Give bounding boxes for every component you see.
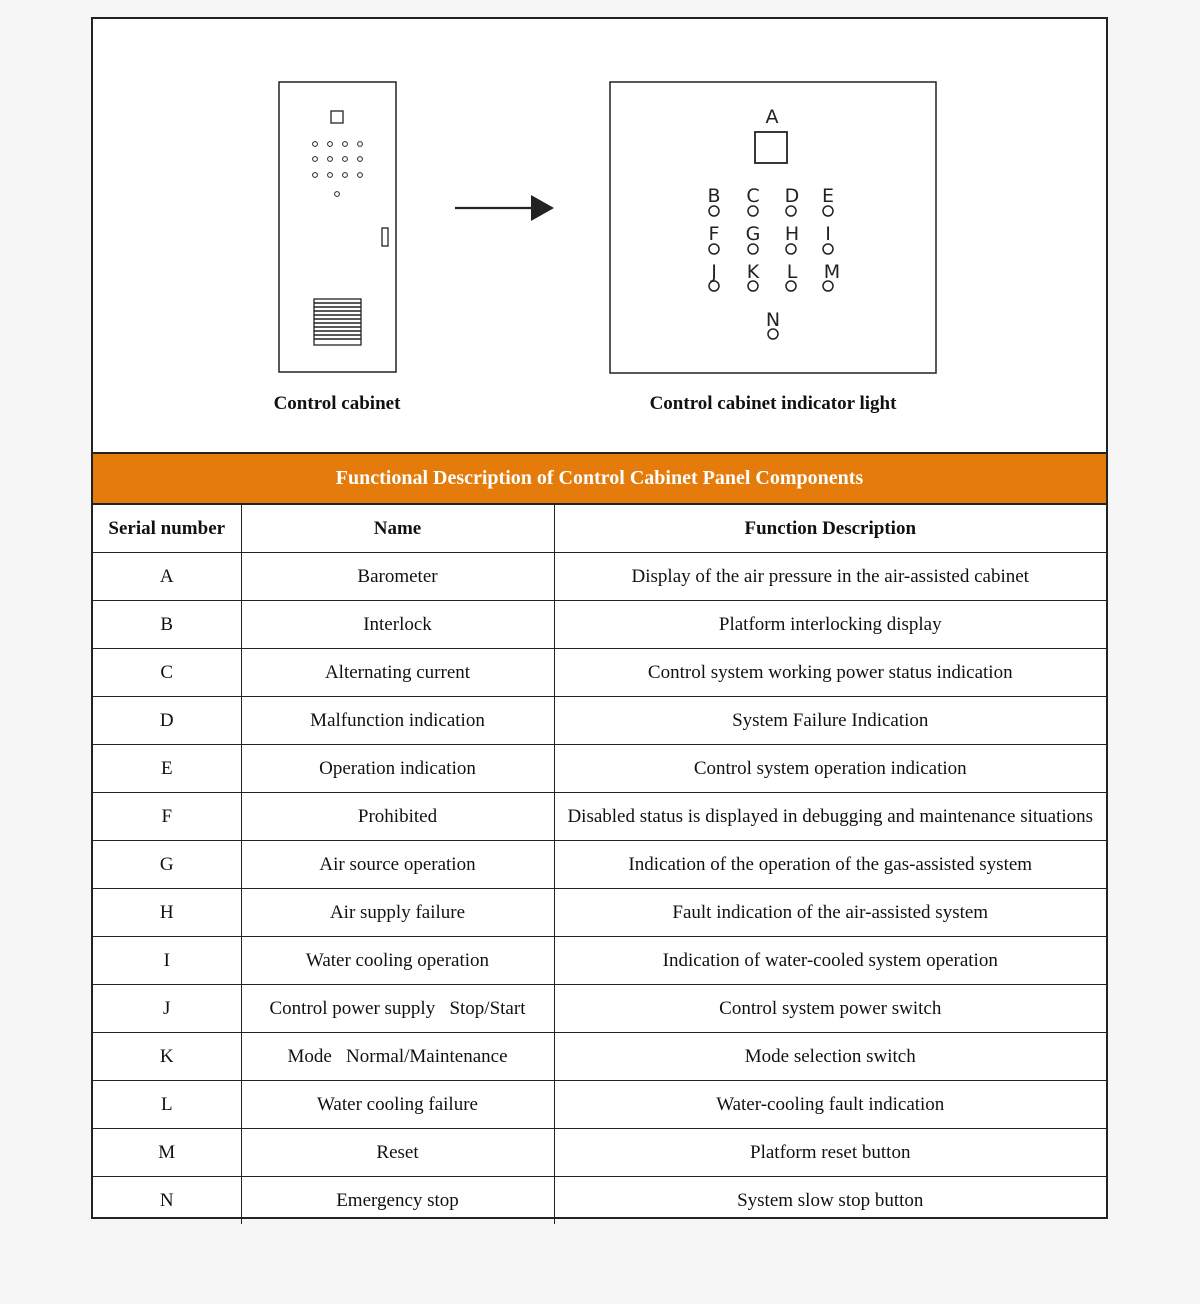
table-title-bar [93,452,1106,505]
cell-name: Water cooling operation [241,937,554,985]
cell-description: Control system working power status indication [554,649,1106,697]
header-name: Name [241,505,554,553]
cell-name: Alternating current [241,649,554,697]
cell-serial: K [93,1033,241,1081]
cell-description: Control system power switch [554,985,1106,1033]
cell-serial: E [93,745,241,793]
table-row [93,745,1106,793]
component-table [93,505,1106,1224]
cell-serial: A [93,553,241,601]
table-row [93,841,1106,889]
table-row [93,793,1106,841]
table-title: Functional Description of Control Cabinet Panel Components [335,467,864,489]
cell-serial: D [93,697,241,745]
cell-description: Water-cooling fault indication [554,1081,1106,1129]
cell-serial: N [93,1177,241,1225]
lamp-label-f: F [708,223,720,245]
cell-serial: M [93,1129,241,1177]
cell-description: System Failure Indication [554,697,1106,745]
figure-frame [91,17,1108,1219]
table-row [93,1081,1106,1129]
indicator-panel-drawing [610,82,936,373]
cell-serial: L [93,1081,241,1129]
cell-description: Disabled status is displayed in debugging and maintenance situations [554,793,1106,841]
indicator-caption: Control cabinet indicator light [649,393,897,414]
cell-name: Interlock [241,601,554,649]
diagram-area [93,19,1106,452]
cell-name: Air source operation [241,841,554,889]
header-function-description: Function Description [554,505,1106,553]
cabinet-caption: Control cabinet [273,393,401,414]
cell-name: Air supply failure [241,889,554,937]
cell-serial: F [93,793,241,841]
lamp-label-d: D [784,185,800,207]
cell-name: Prohibited [241,793,554,841]
cell-name: Emergency stop [241,1177,554,1225]
table-header-row [93,505,1106,553]
table-row [93,1033,1106,1081]
lamp-label-i: I [825,223,831,245]
table-row [93,889,1106,937]
control-cabinet-drawing [279,82,396,372]
cell-name: Mode Normal/Maintenance [241,1033,554,1081]
cell-name: Control power supply Stop/Start [241,985,554,1033]
cell-description: Mode selection switch [554,1033,1106,1081]
table-row [93,601,1106,649]
cell-name: Reset [241,1129,554,1177]
header-serial-number: Serial number [93,505,241,553]
table-row [93,1177,1106,1225]
table-row [93,553,1106,601]
cell-description: Control system operation indication [554,745,1106,793]
table-row [93,697,1106,745]
cell-description: Platform interlocking display [554,601,1106,649]
right-arrow-icon [455,195,554,221]
lamp-label-m: M [823,261,841,283]
cell-description: Indication of the operation of the gas-assisted system [554,841,1106,889]
lamp-label-n: N [765,309,781,331]
cell-serial: C [93,649,241,697]
cell-description: Platform reset button [554,1129,1106,1177]
cell-name: Operation indication [241,745,554,793]
lamp-label-k: K [746,261,760,283]
cell-description: System slow stop button [554,1177,1106,1225]
cell-name: Water cooling failure [241,1081,554,1129]
cell-name: Barometer [241,553,554,601]
cell-serial: B [93,601,241,649]
cabinet-diagram [93,19,1106,452]
cell-serial: H [93,889,241,937]
cell-description: Indication of water-cooled system operation [554,937,1106,985]
table-row [93,649,1106,697]
cell-description: Display of the air pressure in the air-assisted cabinet [554,553,1106,601]
table-row [93,1129,1106,1177]
lamp-label-g: G [745,223,761,245]
lamp-label-j: J [711,261,717,283]
lamp-label-e: E [821,185,835,207]
table-row [93,937,1106,985]
lamp-label-b: B [707,185,721,207]
table-row [93,985,1106,1033]
cell-name: Malfunction indication [241,697,554,745]
lamp-label-c: C [746,185,760,207]
cabinet-vent-grille [314,299,361,345]
lamp-label-l: L [786,261,798,283]
lamp-label-h: H [784,223,800,245]
cell-description: Fault indication of the air-assisted system [554,889,1106,937]
lamp-label-a: A [765,106,779,128]
cell-serial: J [93,985,241,1033]
cell-serial: I [93,937,241,985]
cell-serial: G [93,841,241,889]
